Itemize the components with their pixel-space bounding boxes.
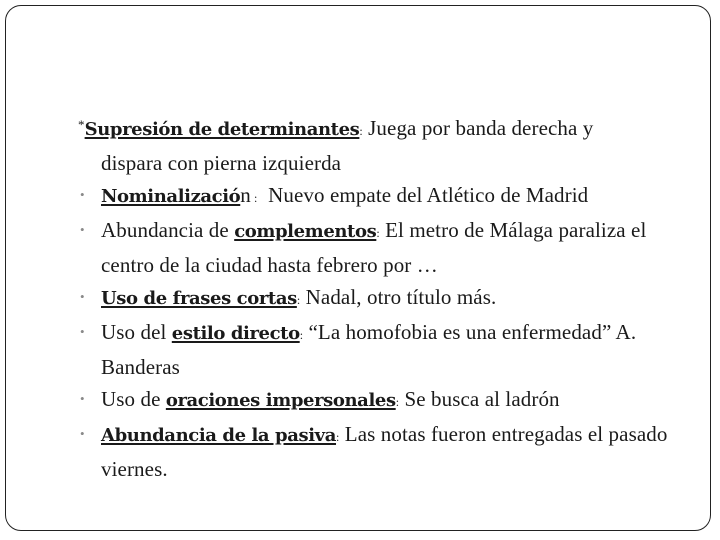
term-supresion: Supresión de determinantes bbox=[84, 119, 360, 140]
example-text: El metro de Málaga paraliza el centro de la ciudad hasta febrero por … bbox=[101, 218, 647, 277]
term-nominalizacion: Nominalizació bbox=[101, 186, 241, 207]
bullet-list bbox=[78, 112, 698, 485]
term-estilo-directo: estilo directo bbox=[171, 323, 300, 344]
list-item-frases-cortas bbox=[78, 281, 698, 316]
bullet-icon: • bbox=[80, 187, 85, 202]
colon: : bbox=[336, 430, 340, 444]
term-complementos: complementos bbox=[234, 221, 377, 242]
item-prefix: Uso del bbox=[101, 320, 172, 344]
bullet-icon: • bbox=[80, 324, 85, 339]
example-text: Juega por banda derecha y bbox=[362, 116, 594, 140]
asterisk-marker: * bbox=[78, 117, 85, 132]
colon: : bbox=[376, 226, 380, 240]
item-prefix: Abundancia de bbox=[101, 218, 235, 242]
list-item-impersonales bbox=[78, 383, 698, 418]
colon: : bbox=[395, 395, 400, 409]
list-item-pasiva bbox=[78, 418, 698, 485]
example-text: Se busca al ladrón bbox=[399, 387, 560, 411]
bullet-icon: • bbox=[80, 289, 85, 304]
example-text: Nadal, otro título más. bbox=[300, 285, 497, 309]
term-oraciones-impersonales: oraciones impersonales bbox=[165, 390, 396, 411]
bullet-icon: • bbox=[80, 222, 85, 237]
example-text: Nuevo empate del Atlético de Madrid bbox=[257, 183, 589, 207]
list-item-nominalizacion bbox=[78, 179, 698, 214]
list-item-estilo-directo bbox=[78, 316, 698, 383]
list-item-supresion bbox=[78, 112, 698, 179]
term-frases-cortas: Uso de frases cortas bbox=[101, 288, 297, 309]
item-prefix: Uso de bbox=[101, 387, 166, 411]
colon: : bbox=[296, 293, 301, 307]
term-suffix: n bbox=[240, 183, 251, 207]
example-text-continuation: dispara con pierna izquierda bbox=[101, 151, 342, 175]
list-item-complementos bbox=[78, 214, 698, 281]
bullet-icon: • bbox=[80, 391, 85, 406]
colon: : bbox=[250, 191, 258, 205]
bullet-icon: • bbox=[80, 426, 85, 441]
colon: : bbox=[299, 328, 304, 342]
example-text: “La homofobia es una enfermedad” A. Banderas bbox=[101, 320, 637, 379]
term-pasiva: Abundancia de la pasiva bbox=[101, 425, 337, 446]
example-text: Las notas fueron entregadas el pasado viernes. bbox=[101, 422, 668, 481]
colon: : bbox=[359, 124, 363, 138]
